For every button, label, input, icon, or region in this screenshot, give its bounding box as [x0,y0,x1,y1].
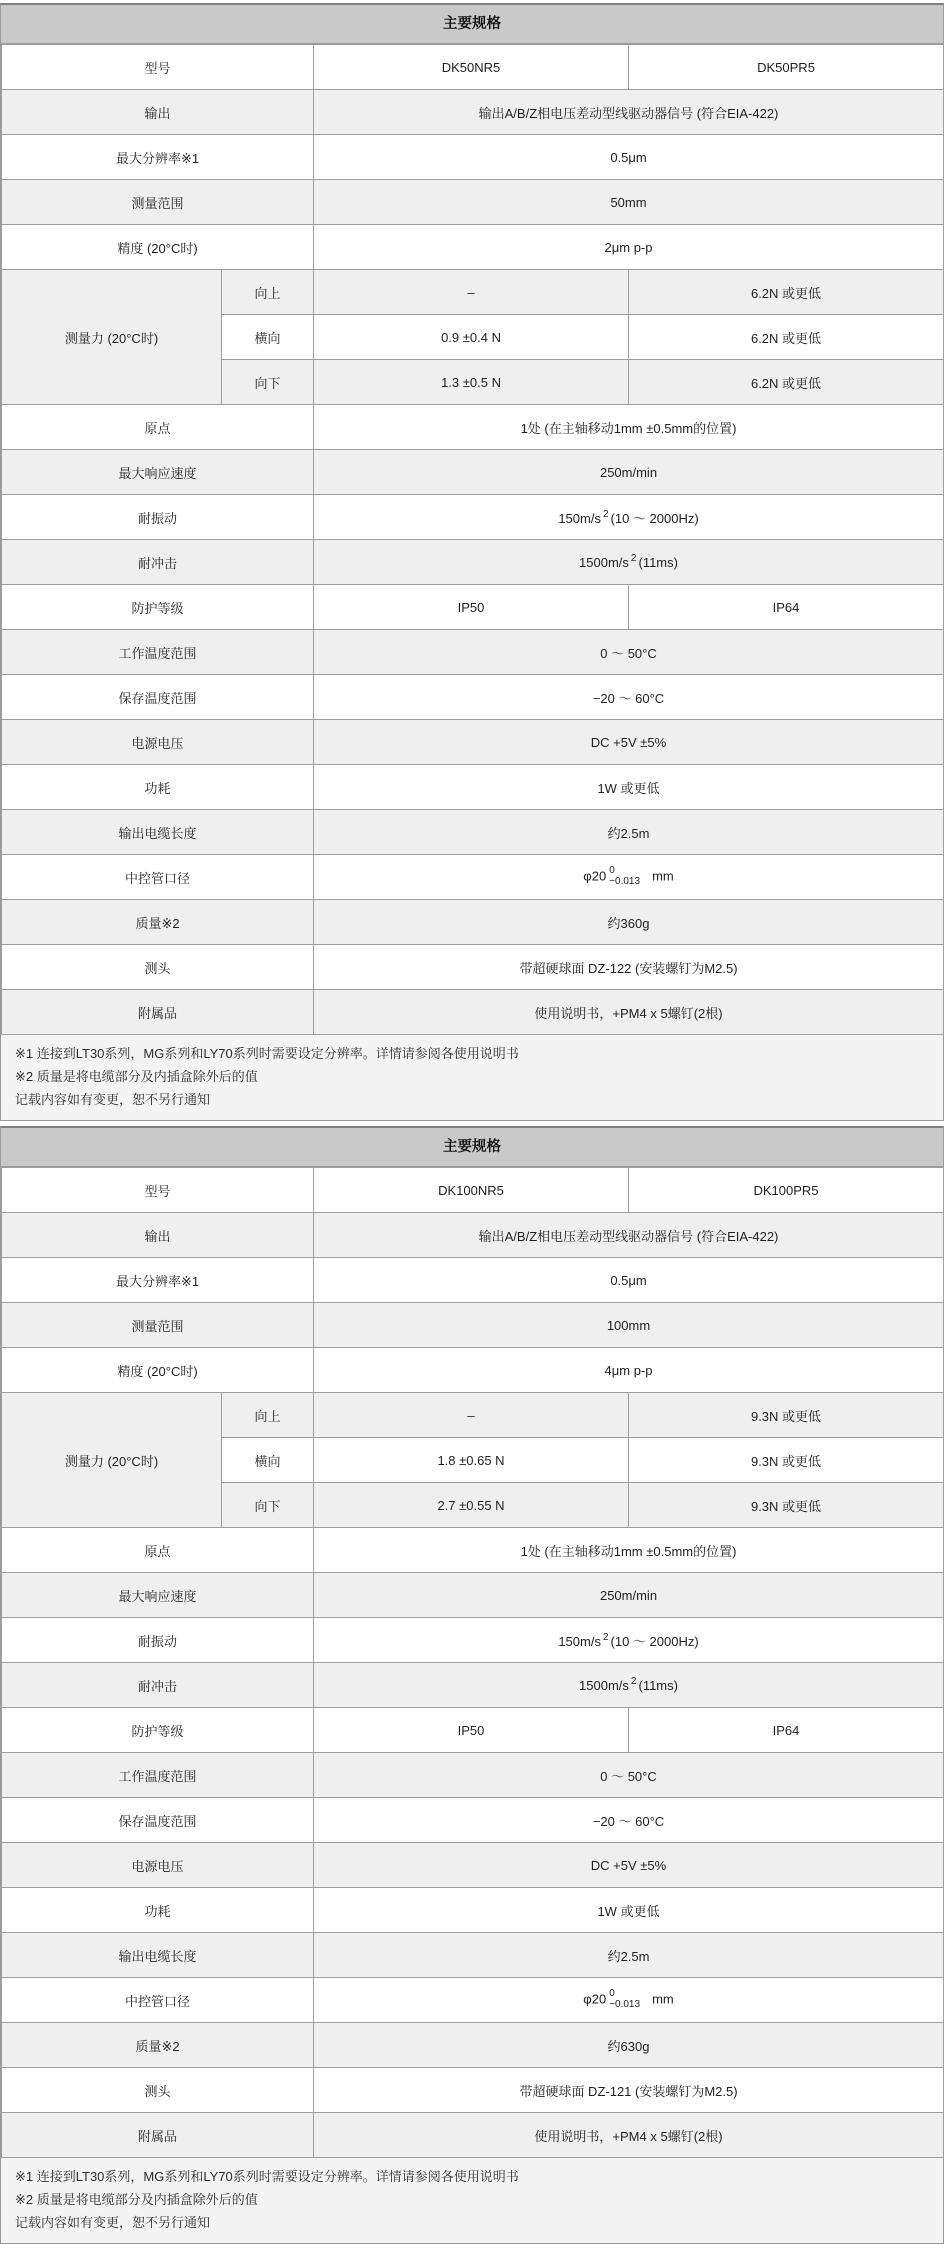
value-superscript: 2 [602,1632,609,1644]
value-rest: (11ms) [638,1677,678,1693]
spec-row-label: 质量※2 [2,2023,314,2068]
spec-value: −20 〜 60°C [314,1798,944,1843]
table-row [2,945,944,990]
spec-value [314,1663,944,1708]
footnote-line: ※2 质量是将电缆部分及内插盒除外后的值 [15,2192,258,2207]
spec-value: 使用说明书，+PM4 x 5螺钉(2根) [314,2113,944,2158]
spec-value: DK50NR5 [314,45,629,90]
value-rest: (10 〜 2000Hz) [610,1633,699,1649]
table-row [2,45,944,90]
footnote-line: ※1 连接到LT30系列，MG系列和LY70系列时需要设定分辨率。详情请参阅各使用说明书 [15,1046,519,1061]
value-base: 150m/s [558,510,601,526]
spec-row-label: 附属品 [2,990,314,1035]
tolerance-lower: −0.013 [609,876,641,887]
table-row [2,2068,944,2113]
spec-value: 1处 (在主轴移动1mm ±0.5mm的位置) [314,405,944,450]
spec-sub-label: 向上 [222,1393,314,1438]
table-row [2,450,944,495]
spec-value: 约630g [314,2023,944,2068]
spec-row-label: 测头 [2,2068,314,2113]
spec-row-label: 原点 [2,405,314,450]
spec-row-label: 保存温度范围 [2,1798,314,1843]
tolerance-stack [609,865,640,887]
spec-value [314,855,944,900]
spec-row-label: 原点 [2,1528,314,1573]
spec-row-label: 测量范围 [2,180,314,225]
spec-value: 2μm p-p [314,225,944,270]
footnote-line: 记载内容如有变更，恕不另行通知 [15,1092,211,1107]
spec-value: 250m/min [314,450,944,495]
tolerance-lower: −0.013 [609,1999,641,2010]
spec-value: IP64 [629,1708,944,1753]
tolerance-stack [609,1988,640,2010]
table-row [2,1528,944,1573]
spec-value: DK100NR5 [314,1168,629,1213]
table-row [2,1798,944,1843]
tolerance-upper: 0 [609,1988,615,1999]
table-title: 主要规格 [1,5,943,44]
table-row [2,1888,944,1933]
value-base: 1500m/s [579,1677,629,1693]
spec-row-label: 功耗 [2,1888,314,1933]
table-row [2,1258,944,1303]
spec-value: 约2.5m [314,810,944,855]
spec-row-label: 工作温度范围 [2,1753,314,1798]
spec-value: – [314,270,629,315]
table-row [2,135,944,180]
spec-row-label: 耐冲击 [2,1663,314,1708]
table-row [2,225,944,270]
spec-value: 50mm [314,180,944,225]
table-row [2,855,944,900]
table-row [2,720,944,765]
table-row [2,900,944,945]
table-row [2,630,944,675]
table-row [2,1663,944,1708]
footnotes [1,2158,943,2243]
table-row [2,1303,944,1348]
spec-table-block-dk50 [0,3,944,1121]
spec-value: 0 〜 50°C [314,630,944,675]
value-base: 1500m/s [579,554,629,570]
spec-row-label: 耐振动 [2,1618,314,1663]
spec-value: 0 〜 50°C [314,1753,944,1798]
spec-value: DC +5V ±5% [314,1843,944,1888]
spec-value: IP50 [314,585,629,630]
spec-row-label: 附属品 [2,2113,314,2158]
spec-value: 约360g [314,900,944,945]
spec-row-label: 电源电压 [2,720,314,765]
table-row [2,180,944,225]
spec-row-label: 测量力 (20°C时) [2,270,222,405]
spec-value: 1.3 ±0.5 N [314,360,629,405]
spec-value: IP50 [314,1708,629,1753]
spec-value: 4μm p-p [314,1348,944,1393]
spec-row-label: 测头 [2,945,314,990]
spec-value: IP64 [629,585,944,630]
table-row [2,1348,944,1393]
table-row [2,1393,944,1438]
value-base: 150m/s [558,1633,601,1649]
spec-row-label: 中控管口径 [2,855,314,900]
spec-value: 1W 或更低 [314,765,944,810]
spec-row-label: 输出 [2,90,314,135]
spec-sub-label: 向下 [222,360,314,405]
spec-row-label: 精度 (20°C时) [2,1348,314,1393]
spec-row-label: 质量※2 [2,900,314,945]
table-row [2,765,944,810]
table-row [2,1978,944,2023]
footnotes [1,1035,943,1120]
spec-value: 1W 或更低 [314,1888,944,1933]
spec-value: 6.2N 或更低 [629,270,944,315]
spec-row-label: 保存温度范围 [2,675,314,720]
spec-value: 输出A/B/Z相电压差动型线驱动器信号 (符合EIA-422) [314,1213,944,1258]
spec-row-label: 型号 [2,45,314,90]
spec-row-label: 输出电缆长度 [2,1933,314,1978]
spec-row-label: 最大分辨率※1 [2,135,314,180]
table-row [2,810,944,855]
spec-row-label: 耐冲击 [2,540,314,585]
spec-row-label: 测量力 (20°C时) [2,1393,222,1528]
spec-row-label: 最大响应速度 [2,1573,314,1618]
spec-row-label: 输出 [2,1213,314,1258]
spec-value: 输出A/B/Z相电压差动型线驱动器信号 (符合EIA-422) [314,90,944,135]
spec-row-label: 中控管口径 [2,1978,314,2023]
table-row [2,990,944,1035]
spec-row-label: 精度 (20°C时) [2,225,314,270]
table-row [2,1843,944,1888]
value-rest: (10 〜 2000Hz) [610,510,699,526]
spec-sub-label: 横向 [222,1438,314,1483]
spec-row-label: 电源电压 [2,1843,314,1888]
table-row [2,90,944,135]
spec-value: 1处 (在主轴移动1mm ±0.5mm的位置) [314,1528,944,1573]
value-rest: (11ms) [638,554,678,570]
table-row [2,1168,944,1213]
spec-row-label: 防护等级 [2,585,314,630]
spec-value: DK100PR5 [629,1168,944,1213]
tolerance-prefix: φ20 [583,1991,607,2007]
table-row [2,1213,944,1258]
spec-sub-label: 横向 [222,315,314,360]
spec-value [314,495,944,540]
spec-table [1,44,944,1035]
footnote-line: ※2 质量是将电缆部分及内插盒除外后的值 [15,1069,258,1084]
table-row [2,540,944,585]
footnote-line: 记载内容如有变更，恕不另行通知 [15,2215,211,2230]
table-row [2,1753,944,1798]
spec-value [314,540,944,585]
spec-value: – [314,1393,629,1438]
tolerance-unit: mm [652,868,674,884]
table-row [2,1618,944,1663]
spec-row-label: 耐振动 [2,495,314,540]
spec-value: 250m/min [314,1573,944,1618]
table-row [2,2023,944,2068]
spec-table [1,1167,944,2158]
spec-row-label: 工作温度范围 [2,630,314,675]
spec-value: 6.2N 或更低 [629,360,944,405]
spec-sub-label: 向下 [222,1483,314,1528]
spec-value: 9.3N 或更低 [629,1483,944,1528]
spec-row-label: 功耗 [2,765,314,810]
spec-row-label: 最大分辨率※1 [2,1258,314,1303]
spec-row-label: 防护等级 [2,1708,314,1753]
table-row [2,675,944,720]
value-superscript: 2 [630,553,637,565]
spec-value: 0.5μm [314,135,944,180]
value-superscript: 2 [630,1676,637,1688]
spec-value: 带超硬球面 DZ-122 (安装螺钉为M2.5) [314,945,944,990]
spec-row-label: 最大响应速度 [2,450,314,495]
spec-value: 0.5μm [314,1258,944,1303]
spec-value: 约2.5m [314,1933,944,1978]
spec-sub-label: 向上 [222,270,314,315]
spec-value: DK50PR5 [629,45,944,90]
spec-value: 9.3N 或更低 [629,1438,944,1483]
spec-value: 0.9 ±0.4 N [314,315,629,360]
footnote-line: ※1 连接到LT30系列，MG系列和LY70系列时需要设定分辨率。详情请参阅各使用说明书 [15,2169,519,2184]
spec-row-label: 输出电缆长度 [2,810,314,855]
tolerance-prefix: φ20 [583,868,607,884]
table-row [2,585,944,630]
spec-value: 9.3N 或更低 [629,1393,944,1438]
spec-table-block-dk100 [0,1126,944,2244]
spec-value: 带超硬球面 DZ-121 (安装螺钉为M2.5) [314,2068,944,2113]
spec-value: 2.7 ±0.55 N [314,1483,629,1528]
table-row [2,1573,944,1618]
tolerance-upper: 0 [609,865,615,876]
table-row [2,1708,944,1753]
spec-value: 1.8 ±0.65 N [314,1438,629,1483]
spec-row-label: 型号 [2,1168,314,1213]
table-row [2,405,944,450]
table-row [2,270,944,315]
spec-value [314,1978,944,2023]
table-row [2,1933,944,1978]
value-superscript: 2 [602,509,609,521]
table-row [2,495,944,540]
tolerance-unit: mm [652,1991,674,2007]
spec-value [314,1618,944,1663]
spec-value: 使用说明书，+PM4 x 5螺钉(2根) [314,990,944,1035]
table-row [2,2113,944,2158]
spec-row-label: 测量范围 [2,1303,314,1348]
spec-value: −20 〜 60°C [314,675,944,720]
table-title: 主要规格 [1,1128,943,1167]
spec-value: 6.2N 或更低 [629,315,944,360]
spec-value: DC +5V ±5% [314,720,944,765]
spec-value: 100mm [314,1303,944,1348]
